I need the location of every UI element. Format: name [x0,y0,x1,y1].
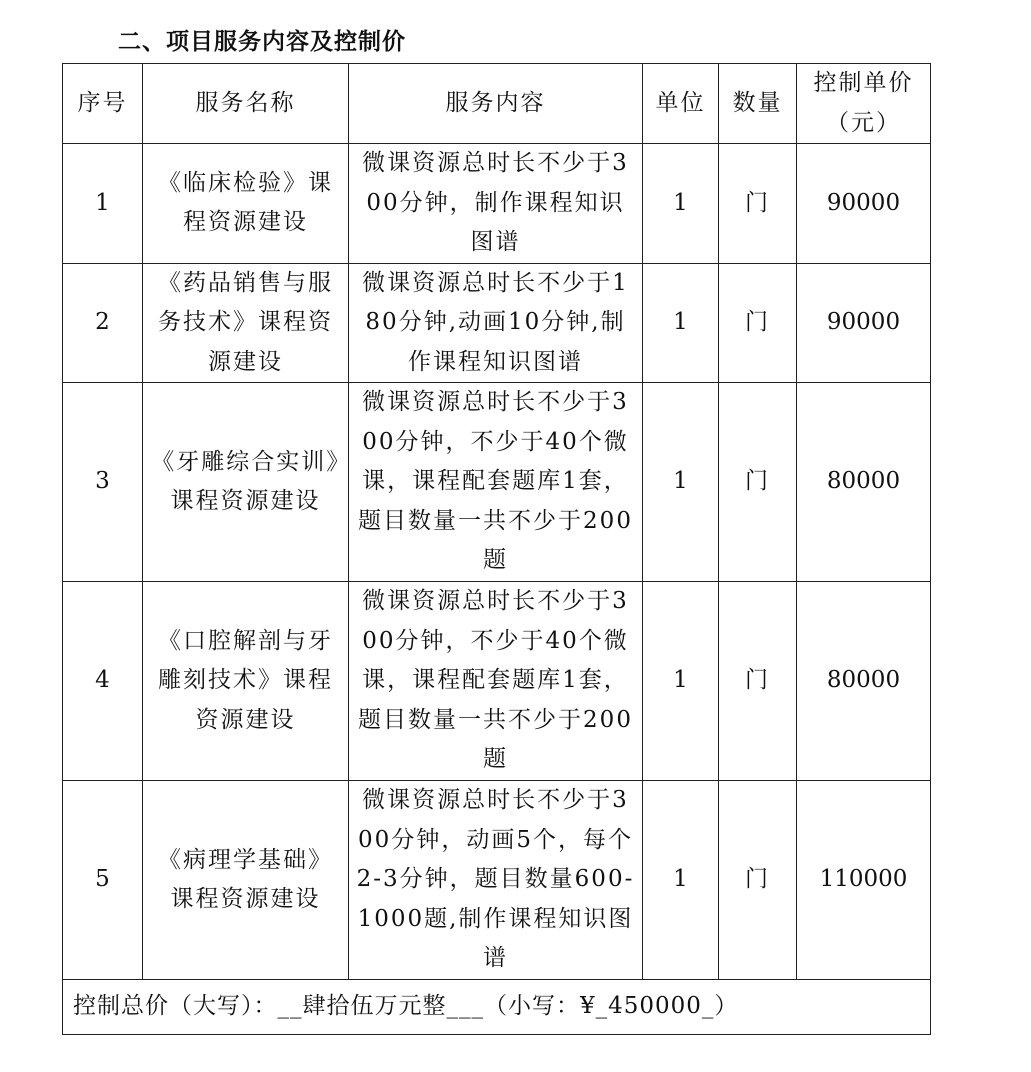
row-price: 90000 [797,144,931,264]
row-price: 80000 [797,383,931,582]
row-service-name: 《临床检验》课程资源建设 [143,144,349,264]
row-unit: 1 [643,781,719,980]
row-index: 1 [63,144,143,264]
header-index: 序号 [63,64,143,144]
row-index: 4 [63,582,143,781]
price-table [62,63,931,1035]
row-service-name: 《口腔解剖与牙雕刻技术》课程资源建设 [143,582,349,781]
table-row [63,263,931,383]
row-quantity: 门 [719,781,797,980]
row-service-name: 《病理学基础》课程资源建设 [143,781,349,980]
section-title: 二、项目服务内容及控制价 [118,29,406,55]
row-quantity: 门 [719,582,797,781]
header-service-content: 服务内容 [349,64,643,144]
row-unit: 1 [643,582,719,781]
total-price-text: 控制总价（大写）：__肆拾伍万元整___（小写：¥_450000_） [63,980,931,1035]
row-index: 5 [63,781,143,980]
total-row [63,980,931,1035]
row-price: 80000 [797,582,931,781]
row-service-name: 《牙雕综合实训》课程资源建设 [143,383,349,582]
row-service-content: 微课资源总时长不少于300分钟，不少于40个微课，课程配套题库1套，题目数量一共不少于200题 [349,383,643,582]
row-index: 3 [63,383,143,582]
row-quantity: 门 [719,383,797,582]
row-index: 2 [63,263,143,383]
row-service-content: 微课资源总时长不少于300分钟，不少于40个微课，课程配套题库1套，题目数量一共不少于200题 [349,582,643,781]
row-unit: 1 [643,263,719,383]
row-service-content: 微课资源总时长不少于180分钟,动画10分钟,制作课程知识图谱 [349,263,643,383]
row-service-content: 微课资源总时长不少于300分钟，制作课程知识图谱 [349,144,643,264]
table-row [63,383,931,582]
row-service-content: 微课资源总时长不少于300分钟，动画5个，每个2-3分钟，题目数量600-1000题,制作课程知识图谱 [349,781,643,980]
header-quantity: 数量 [719,64,797,144]
header-control-price: 控制单价（元） [797,64,931,144]
table-row [63,781,931,980]
row-quantity: 门 [719,144,797,264]
row-price: 90000 [797,263,931,383]
table-row [63,144,931,264]
header-unit: 单位 [643,64,719,144]
row-service-name: 《药品销售与服务技术》课程资源建设 [143,263,349,383]
row-unit: 1 [643,383,719,582]
row-price: 110000 [797,781,931,980]
table-header-row [63,64,931,144]
table-row [63,582,931,781]
header-service-name: 服务名称 [143,64,349,144]
row-quantity: 门 [719,263,797,383]
row-unit: 1 [643,144,719,264]
